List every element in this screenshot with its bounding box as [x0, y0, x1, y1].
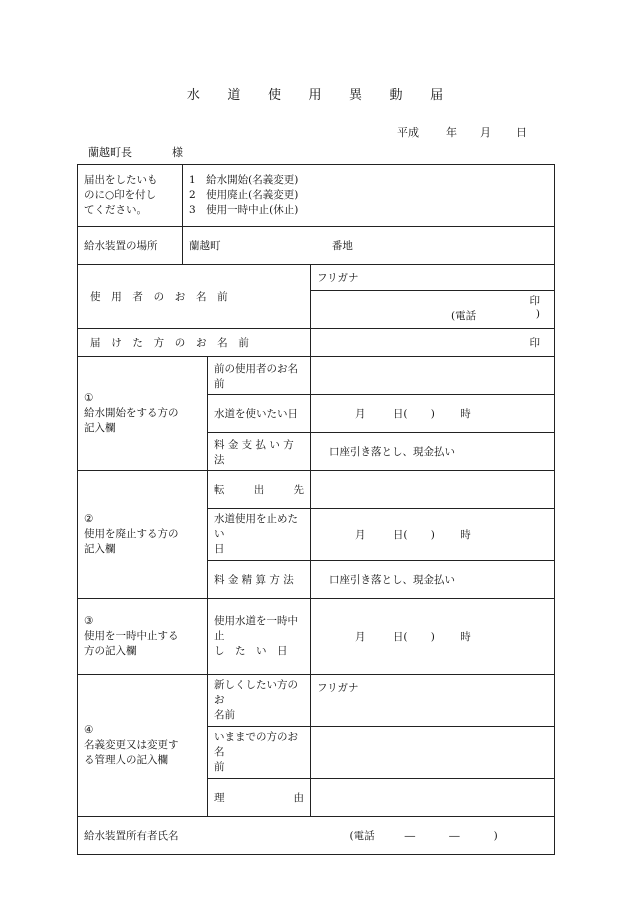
submitter-label: 届 け た 方 の お 名 前 — [90, 337, 253, 349]
owner-row[interactable] — [78, 817, 555, 855]
addressee-mayor: 蘭越町長 — [88, 146, 132, 159]
option-stop-service[interactable]: 2 使用廃止(名義変更) — [189, 189, 299, 201]
user-tel — [317, 308, 548, 323]
stop-date-label-line2: 日 — [214, 543, 225, 555]
pause-date-label-line1: 使用水道を一時中止 — [214, 615, 298, 642]
pause-label-line1: 使用を一時中止する — [84, 630, 179, 642]
owner-tel-dash2: ― — [449, 829, 460, 842]
date-month: 月 — [480, 126, 491, 139]
stop-label-line2: 記入欄 — [84, 543, 116, 555]
new-name-field[interactable] — [311, 675, 555, 727]
date-day: 日 — [516, 126, 527, 139]
stop-date-paren: ) — [430, 529, 435, 541]
owner-label: 給水装置所有者氏名 — [84, 830, 179, 842]
want-date-month: 月 — [355, 408, 366, 420]
pause-label-line2: 方の記入欄 — [84, 645, 137, 657]
owner-tel-dash1: ― — [404, 829, 416, 842]
destination-label — [208, 471, 311, 509]
start-label-line2: 記入欄 — [84, 422, 116, 434]
user-name-field[interactable] — [311, 291, 555, 329]
user-furigana-field[interactable] — [311, 265, 555, 291]
notify-label — [78, 165, 183, 227]
old-name-label-line1: いままでの方のお名 — [214, 731, 298, 758]
reason-char1: 理 — [214, 792, 225, 804]
want-date-hour: 時 — [460, 408, 471, 420]
location-label: 給水装置の場所 — [78, 227, 183, 265]
stop-label-line1: 使用を廃止する方の — [84, 528, 179, 540]
pause-date-hour: 時 — [460, 631, 471, 643]
submitter-seal: 印 — [529, 337, 541, 349]
prev-user-field[interactable] — [311, 357, 555, 395]
settle-method-label: 料 金 精 算 方 法 — [208, 561, 311, 599]
want-date-paren: ) — [430, 408, 435, 420]
destination-char2: 出 — [253, 484, 265, 496]
reason-field[interactable] — [311, 779, 555, 817]
want-date-day: 日( — [392, 408, 408, 420]
destination-char1: 転 — [214, 484, 225, 496]
settle-method-value[interactable]: 口座引き落とし、現金払い — [311, 561, 555, 599]
user-name-label: 使 用 者 の お 名 前 — [90, 291, 232, 303]
stop-date-month: 月 — [355, 529, 366, 541]
date-year: 年 — [446, 126, 457, 139]
notify-label-line3: てください。 — [84, 204, 147, 216]
old-name-label-line2: 前 — [214, 761, 225, 773]
pause-date-paren: ) — [430, 631, 435, 643]
notify-options[interactable] — [183, 165, 555, 227]
stop-number: ② — [84, 513, 94, 525]
new-name-furigana: フリガナ — [317, 682, 359, 694]
owner-tel-close: ) — [493, 829, 498, 842]
pause-date-label-line2: し た い 日 — [214, 645, 288, 657]
stop-date-field[interactable] — [311, 509, 555, 561]
rename-section-label — [78, 675, 208, 817]
pay-method-label: 料 金 支 払 い 方 法 — [208, 433, 311, 471]
date-era: 平成 — [397, 126, 419, 139]
user-furigana-label: フリガナ — [317, 272, 359, 284]
reason-char2: 由 — [293, 792, 304, 804]
owner-tel-open: (電話 — [349, 830, 375, 842]
new-name-label-line2: 名前 — [214, 709, 235, 721]
old-name-field[interactable] — [311, 727, 555, 779]
submitter-label-cell — [78, 329, 311, 357]
location-suffix: 番地 — [331, 240, 353, 252]
location-field[interactable] — [183, 227, 555, 265]
pause-date-field[interactable] — [311, 599, 555, 675]
rename-number: ④ — [84, 724, 94, 736]
submitter-field[interactable] — [311, 329, 555, 357]
stop-date-label-line1: 水道使用を止めたい — [214, 513, 298, 540]
notify-label-line1: 届出をしたいも — [84, 174, 158, 186]
pay-method-value[interactable]: 口座引き落とし、現金払い — [311, 433, 555, 471]
rename-label-line2: る管理人の記入欄 — [84, 754, 168, 766]
location-town: 蘭越町 — [189, 240, 221, 252]
new-name-label — [208, 675, 311, 727]
new-name-label-line1: 新しくしたい方のお — [214, 679, 298, 706]
form-title: 水 道 使 用 異 動 届 — [186, 88, 455, 103]
user-name-label-cell — [78, 265, 311, 329]
pause-date-label — [208, 599, 311, 675]
start-number: ① — [84, 392, 94, 404]
prev-user-label: 前の使用者のお名前 — [208, 357, 311, 395]
notify-label-line2: のに○印を付し — [84, 189, 157, 201]
stop-date-day: 日( — [392, 529, 408, 541]
pause-date-month: 月 — [355, 631, 366, 643]
want-date-label: 水道を使いたい日 — [208, 395, 311, 433]
stop-date-label — [208, 509, 311, 561]
stop-date-hour: 時 — [460, 529, 471, 541]
rename-label-line1: 名義変更又は変更す — [84, 739, 179, 751]
option-start-service[interactable]: 1 給水開始(名義変更) — [189, 174, 299, 186]
notification-form-table — [77, 164, 555, 855]
reason-label — [208, 779, 311, 817]
start-section-label — [78, 357, 208, 471]
old-name-label — [208, 727, 311, 779]
pause-section-label — [78, 599, 208, 675]
destination-field[interactable] — [311, 471, 555, 509]
want-date-field[interactable] — [311, 395, 555, 433]
option-pause-service[interactable]: 3 使用一時中止(休止) — [189, 204, 299, 216]
addressee-honorific: 様 — [172, 146, 183, 159]
user-tel-close: ) — [535, 308, 541, 320]
user-tel-open: (電話 — [451, 310, 477, 322]
start-label-line1: 給水開始をする方の — [84, 407, 179, 419]
destination-char3: 先 — [293, 484, 304, 496]
pause-number: ③ — [84, 615, 94, 627]
pause-date-day: 日( — [392, 631, 408, 643]
user-seal: 印 — [529, 295, 541, 307]
stop-section-label — [78, 471, 208, 599]
